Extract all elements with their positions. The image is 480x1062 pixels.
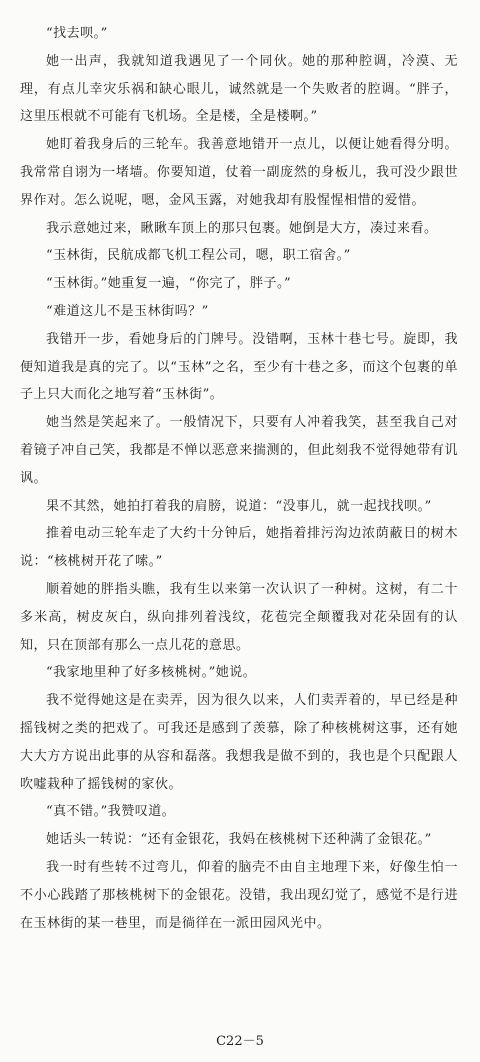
- paragraph-16: 她话头一转说：“还有金银花，我妈在核桃树下还种满了金银花。”: [46, 832, 432, 848]
- paragraph-14: 我不觉得她这是在卖弄，因为很久以来，人们卖弄着的，早已经是种摇钱树之类的把戏了。可我还是感到了羡慕，除了种核桃树这事，还有她大大方方说出此事的从容和磊落。我想我是做不到的，我也是个只配跟人吹嘘栽种了摇钱树的家伙。: [20, 693, 458, 792]
- paragraph-11: 推着电动三轮车走了大约十分钟后，她指着排污沟边浓荫蔽日的树木说：“核桃树开花了嗦。”: [20, 526, 458, 570]
- paragraph-12: 顺着她的胖指头瞧，我有生以来第一次认识了一种树。这树，有二十多米高，树皮灰白，纵向排列着浅纹，花苞完全颠覆我对花朵固有的认知，只在顶部有那么一点儿花的意思。: [20, 581, 458, 653]
- paragraph-1: “找去呗。”: [46, 26, 108, 41]
- paragraph-13: “我家地里种了好多核桃树。”她说。: [46, 665, 257, 681]
- paragraph-2: 她一出声，我就知道我遇见了一个同伙。她的那种腔调，冷漠、无理，有点儿幸灾乐祸和缺心眼儿，诚然就是一个失败者的腔调。“胖子，这里压根就不可能有飞机场。全是楼，全是楼啊。”: [20, 53, 458, 125]
- paragraph-6: “玉林街。”她重复一遍，“你完了，胖子。”: [46, 276, 292, 292]
- paragraph-4: 我示意她过来，瞅瞅车顶上的那只包裹。她倒是大方，凑过来看。: [46, 220, 438, 236]
- paragraph-15: “真不错。”我赞叹道。: [46, 804, 176, 820]
- paragraph-5: “玉林街，民航成都飞机工程公司，嗯，职工宿舍。”: [46, 248, 351, 264]
- page-number: C22－5: [216, 1034, 264, 1049]
- paragraph-7: “难道这儿不是玉林街吗？”: [46, 303, 209, 319]
- article-body: [20, 20, 458, 937]
- paragraph-8: 我错开一步，看她身后的门牌号。没错啊，玉林十巷七号。旋即，我便知道我是真的完了。以“玉林”之名，至少有十巷之多，而这个包裹的单子上只大而化之地写着“玉林街”。: [20, 331, 458, 403]
- paragraph-9: 她当然是笑起来了。一般情况下，只要有人冲着我笑，甚至我自己对着镜子冲自己笑，我都是不惮以恶意来揣测的，但此刻我不觉得她带有讥讽。: [20, 415, 458, 486]
- paragraph-17: 我一时有些转不过弯儿，仰着的脑壳不由自主地理下来，好像生怕一不小心践踏了那核桃树下的金银花。没错，我出现幻觉了，感觉不是行进在玉林街的某一巷里，而是徜徉在一派田园风光中。: [20, 859, 458, 931]
- paragraph-10: 果不其然，她拍打着我的肩膀，说道：“没事儿，就一起找找呗。”: [46, 498, 432, 514]
- paragraph-3: 她盯着我身后的三轮车。我善意地错开一点儿，以便让她看得分明。我常常自诩为一堵墙。你要知道，仗着一副庞然的身板儿，我可没少跟世界作对。怎么说呢，嗯，金风玉露，对她我却有股惺惺相惜的爱惜。: [20, 137, 458, 208]
